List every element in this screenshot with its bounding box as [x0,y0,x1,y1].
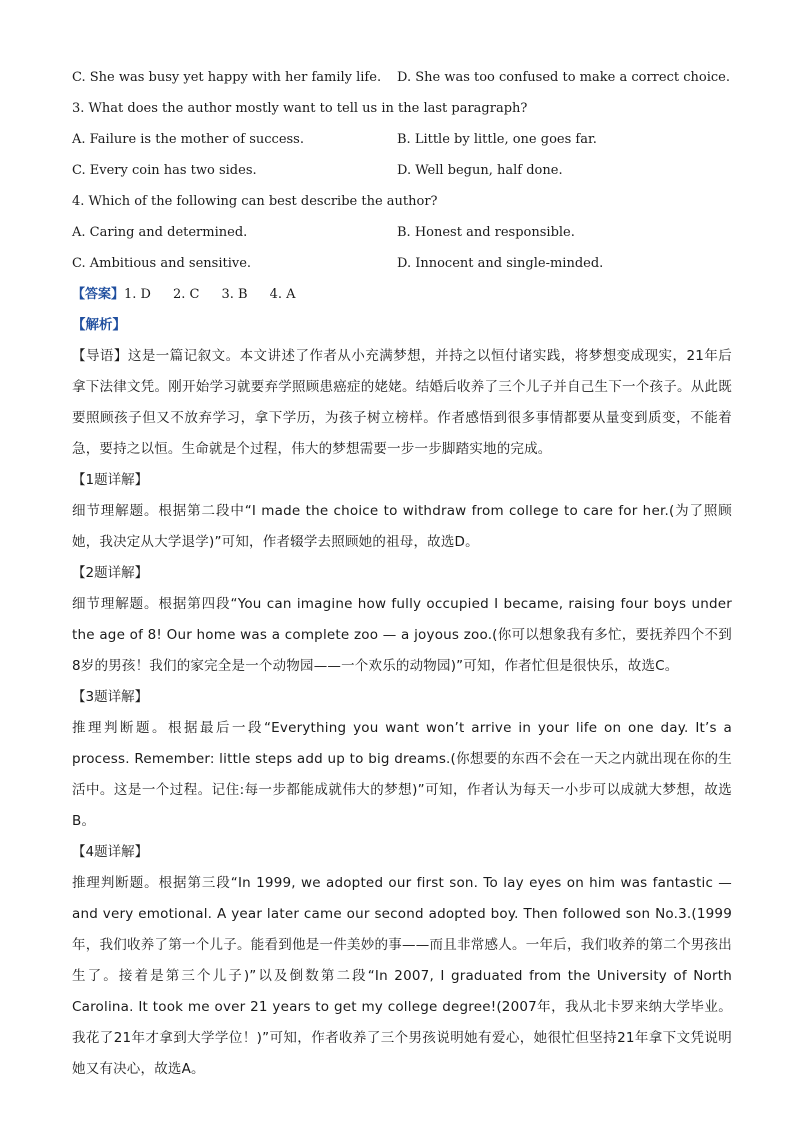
q3-options-cd [72,155,732,186]
q4-option-c: C. Ambitious and sensitive. [72,256,252,271]
answer-item: 3. B [221,287,248,302]
q4-option-d: D. Innocent and single-minded. [397,256,604,271]
q3-option-b: B. Little by little, one goes far. [397,132,597,147]
answer-item: 1. D [124,287,151,302]
q3-option-a: A. Failure is the mother of success. [72,132,304,147]
q3-options-ab [72,124,732,155]
intro-paragraph [72,341,732,465]
detail-2-label: 【2题详解】 [72,565,149,581]
q4-options-cd [72,248,732,279]
detail-3-text: 推理判断题。根据最后一段“Everything you want won’t arrive in your life on one day. It’s a process. Remember: little steps add up to big dreams.(你想要的东西不会在一天之内就出现在你的生活中。这是一个过程。记住:每一步都能成就伟大的梦想)”可知，作者认为每天一小步可以成就大梦想，故选B。 [72,720,732,829]
intro-label: 【导语】 [72,348,128,364]
q2-options-cd [72,62,732,93]
detail-4-text: 推理判断题。根据第三段“In 1999, we adopted our first son. To lay eyes on him was fantastic — and very emotional. A year later came our second adopted boy. Then followed son No.3.(1999年，我们收养了第一个儿子。能看到他是一件美妙的事——而且非常感人。一年后，我们收养的第二个男孩出生了。接着是第三个儿子)”以及倒数第二段“In 2007, I graduated from the University of North Carolina. It took me over 21 years to get my college degree!(2007年，我从北卡罗来纳大学毕业。我花了21年才拿到大学学位！)”可知，作者收养了三个男孩说明她有爱心，她很忙但坚持21年拿下文凭说明她又有决心，故选A。 [72,875,732,1077]
q2-option-c: C. She was busy yet happy with her family life. [72,70,382,85]
detail-1-text: 细节理解题。根据第二段中“I made the choice to withdraw from college to care for her.(为了照顾她，我决定从大学退学)”可知，作者辍学去照顾她的祖母，故选D。 [72,503,732,550]
q4-option-a: A. Caring and determined. [72,225,248,240]
answer-label: 【答案】 [72,287,125,302]
answer-item: 4. A [269,287,296,302]
q3-option-d: D. Well begun, half done. [397,163,563,178]
detail-1-label: 【1题详解】 [72,472,149,488]
q3-option-c: C. Every coin has two sides. [72,163,257,178]
answer-line [72,279,732,310]
detail-4-label: 【4题详解】 [72,844,149,860]
q4-options-ab [72,217,732,248]
detail-2-text: 细节理解题。根据第四段“You can imagine how fully occupied I became, raising four boys under the age of 8! Our home was a complete zoo — a joyous zoo.(你可以想象我有多忙，要抚养四个不到8岁的男孩！我们的家完全是一个动物园——一个欢乐的动物园)”可知，作者忙但是很快乐，故选C。 [72,596,732,674]
document-page [72,62,732,1085]
answer-item: 2. C [172,287,200,302]
q4-option-b: B. Honest and responsible. [397,225,575,240]
analysis-label: 【解析】 [72,317,126,333]
q3-stem: 3. What does the author mostly want to tell us in the last paragraph? [72,101,528,116]
intro-text: 这是一篇记叙文。本文讲述了作者从小充满梦想，并持之以恒付诸实践，将梦想变成现实，21年后拿下法律文凭。刚开始学习就要弃学照顾患癌症的姥姥。结婚后收养了三个儿子并自己生下一个孩子。从此既要照顾孩子但又不放弃学习，拿下学历，为孩子树立榜样。作者感悟到很多事情都要从量变到质变，不能着急，要持之以恒。生命就是个过程，伟大的梦想需要一步一步脚踏实地的完成。 [72,348,732,457]
q4-stem: 4. Which of the following can best describe the author? [72,194,438,209]
detail-3-label: 【3题详解】 [72,689,149,705]
q2-option-d: D. She was too confused to make a correct choice. [397,70,730,85]
